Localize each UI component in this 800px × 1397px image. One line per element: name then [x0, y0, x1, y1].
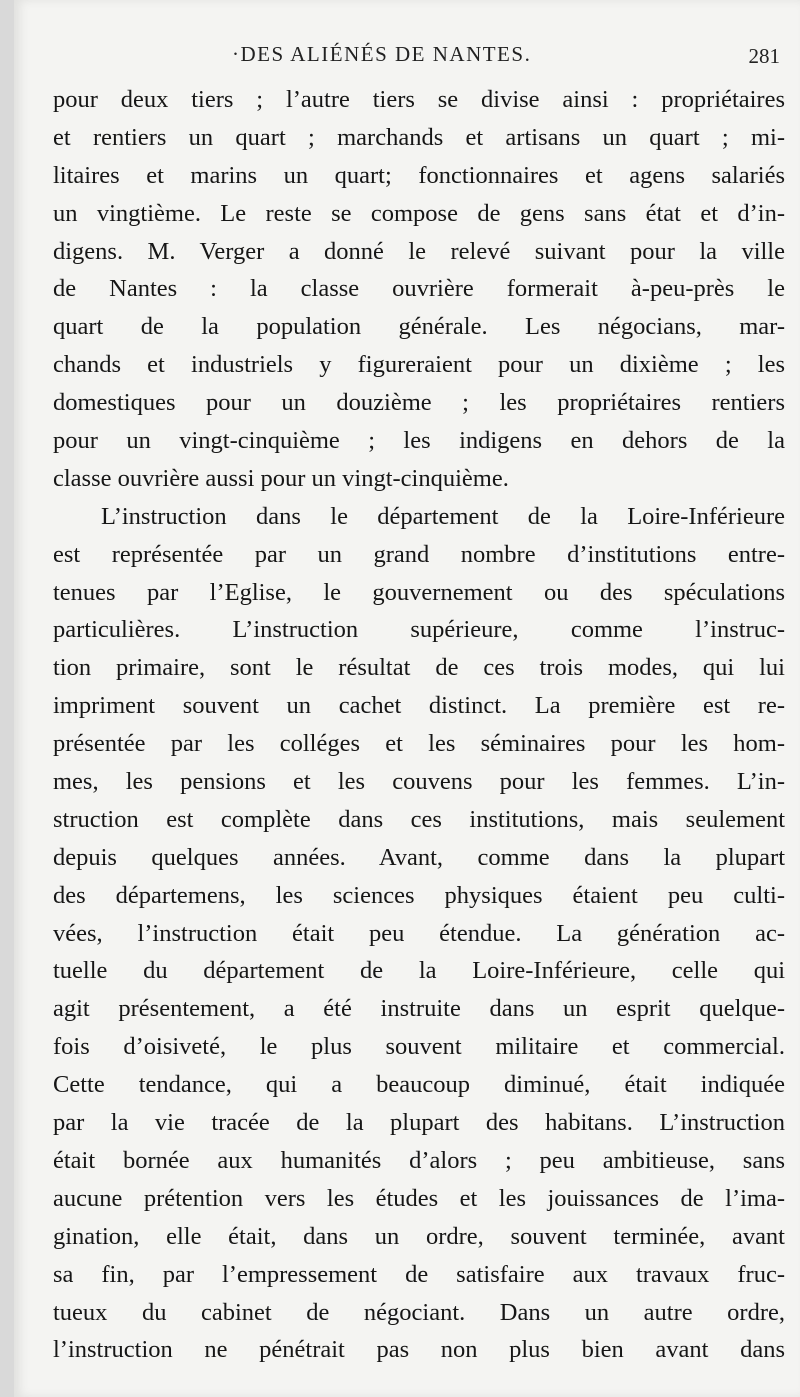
text-line: un vingtième. Le reste se compose de gens sans état et d’in- [53, 199, 785, 227]
text-line: était bornée aux humanités d’alors ; peu ambitieuse, sans [53, 1146, 785, 1174]
running-title: ·DES ALIÉNÉS DE NANTES. [232, 42, 532, 66]
text-line: agit présentement, a été instruite dans un esprit quelque- [53, 995, 785, 1023]
text-line: fois d’oisiveté, le plus souvent militaire et commercial. [53, 1033, 785, 1061]
text-line: particulières. L’instruction supérieure, comme l’instruc- [53, 616, 785, 644]
text-line: présentée par les colléges et les séminaires pour les hom- [53, 730, 785, 758]
page-number: 281 [748, 44, 780, 68]
book-page [14, 0, 800, 1397]
text-line: chands et industriels y figureraient pour un dixième ; les [53, 351, 785, 379]
text-line: tion primaire, sont le résultat de ces trois modes, qui lui [53, 654, 785, 682]
text-line: des départemens, les sciences physiques étaient peu culti- [53, 881, 785, 909]
text-line: aucune prétention vers les études et les jouissances de l’ima- [53, 1184, 785, 1212]
text-line: classe ouvrière aussi pour un vingt-cinquième. [53, 464, 509, 492]
text-line: domestiques pour un douzième ; les propriétaires rentiers [53, 389, 785, 417]
text-line: tuelle du département de la Loire-Inférieure, celle qui [53, 957, 785, 985]
text-line: struction est complète dans ces institutions, mais seulement [53, 805, 785, 833]
text-line: de Nantes : la classe ouvrière formerait à-peu-près le [53, 275, 785, 303]
page-header [14, 40, 800, 74]
text-line: tenues par l’Eglise, le gouvernement ou des spéculations [53, 578, 785, 606]
text-line: litaires et marins un quart; fonctionnaires et agens salariés [53, 161, 785, 189]
text-line: vées, l’instruction était peu étendue. La génération ac- [53, 919, 785, 947]
text-line: par la vie tracée de la plupart des habitans. L’instruction [53, 1109, 785, 1137]
text-line: Cette tendance, qui a beaucoup diminué, était indiquée [53, 1071, 785, 1099]
text-line: est représentée par un grand nombre d’institutions entre- [53, 540, 785, 568]
text-line: gination, elle était, dans un ordre, souvent terminée, avant [53, 1222, 785, 1250]
text-line: tueux du cabinet de négociant. Dans un autre ordre, [53, 1298, 785, 1326]
text-line: pour un vingt-cinquième ; les indigens en dehors de la [53, 427, 785, 455]
text-line: sa fin, par l’empressement de satisfaire aux travaux fruc- [53, 1260, 785, 1288]
text-line: impriment souvent un cachet distinct. La première est re- [53, 692, 785, 720]
text-line: pour deux tiers ; l’autre tiers se divise ainsi : propriétaires [53, 86, 785, 113]
text-line: et rentiers un quart ; marchands et artisans un quart ; mi- [53, 123, 785, 151]
text-line: L’instruction dans le département de la Loire-Inférieure [101, 502, 785, 530]
text-line: digens. M. Verger a donné le relevé suivant pour la ville [53, 237, 785, 265]
text-line: quart de la population générale. Les négocians, mar- [53, 313, 785, 341]
text-line: depuis quelques années. Avant, comme dans la plupart [53, 843, 785, 871]
text-line: mes, les pensions et les couvens pour les femmes. L’in- [53, 768, 785, 796]
text-line: l’instruction ne pénétrait pas non plus bien avant dans [53, 1336, 785, 1364]
body-text [53, 81, 785, 1369]
